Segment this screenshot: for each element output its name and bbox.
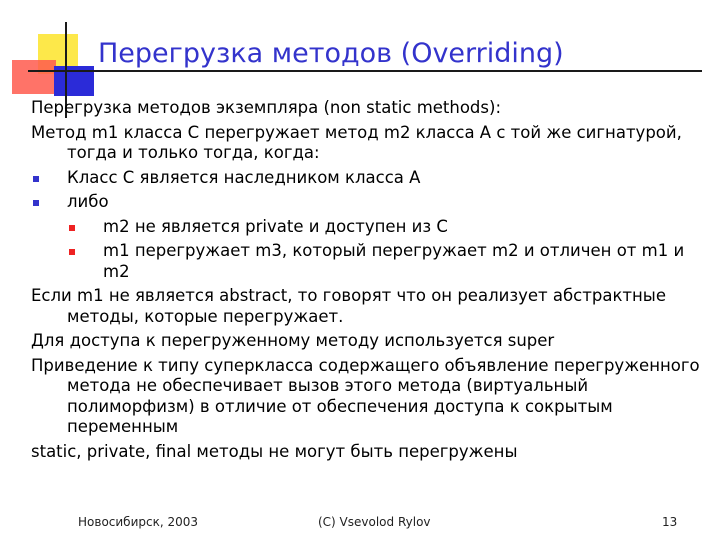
- footer-copyright: (C) Vsevolod Rylov: [318, 515, 431, 529]
- paragraph-intro: Перегрузка методов экземпляра (non static methods):: [31, 98, 502, 117]
- paragraph-abstract: Если m1 не является abstract, то говорят что он реализует абстрактные методы, которые перегружает.: [31, 286, 666, 326]
- paragraph-modifiers: static, private, final методы не могут быть перегружены: [31, 441, 518, 461]
- sub-bullet-item: m2 не является private и доступен из C: [31, 217, 701, 238]
- logo-red-square: [12, 60, 56, 94]
- paragraph-super: Для доступа к перегруженному методу используется super: [31, 331, 555, 350]
- paragraph-cast: Приведение к типу суперкласса содержащего объявление перегруженного метода не обеспечивает вызов этого метода (виртуальный полиморфизм) в отличие от обеспечения доступа к сокрытым переменным: [31, 355, 700, 436]
- bullet-item: либо: [31, 192, 701, 213]
- slide-title: Перегрузка методов (Overriding): [98, 38, 564, 69]
- slide-body: [31, 98, 701, 466]
- sub-bullet-item: m1 перегружает m3, который перегружает m2 и отличен от m1 и m2: [31, 241, 701, 282]
- page-number: 13: [662, 515, 678, 529]
- paragraph-definition: Метод m1 класса C перегружает метод m2 класса A с той же сигнатурой, тогда и только тогда, когда:: [31, 122, 682, 162]
- footer-location: Новосибирск, 2003: [78, 515, 199, 529]
- title-underline: [28, 70, 702, 72]
- bullet-item: Класс С является наследником класса A: [31, 168, 701, 189]
